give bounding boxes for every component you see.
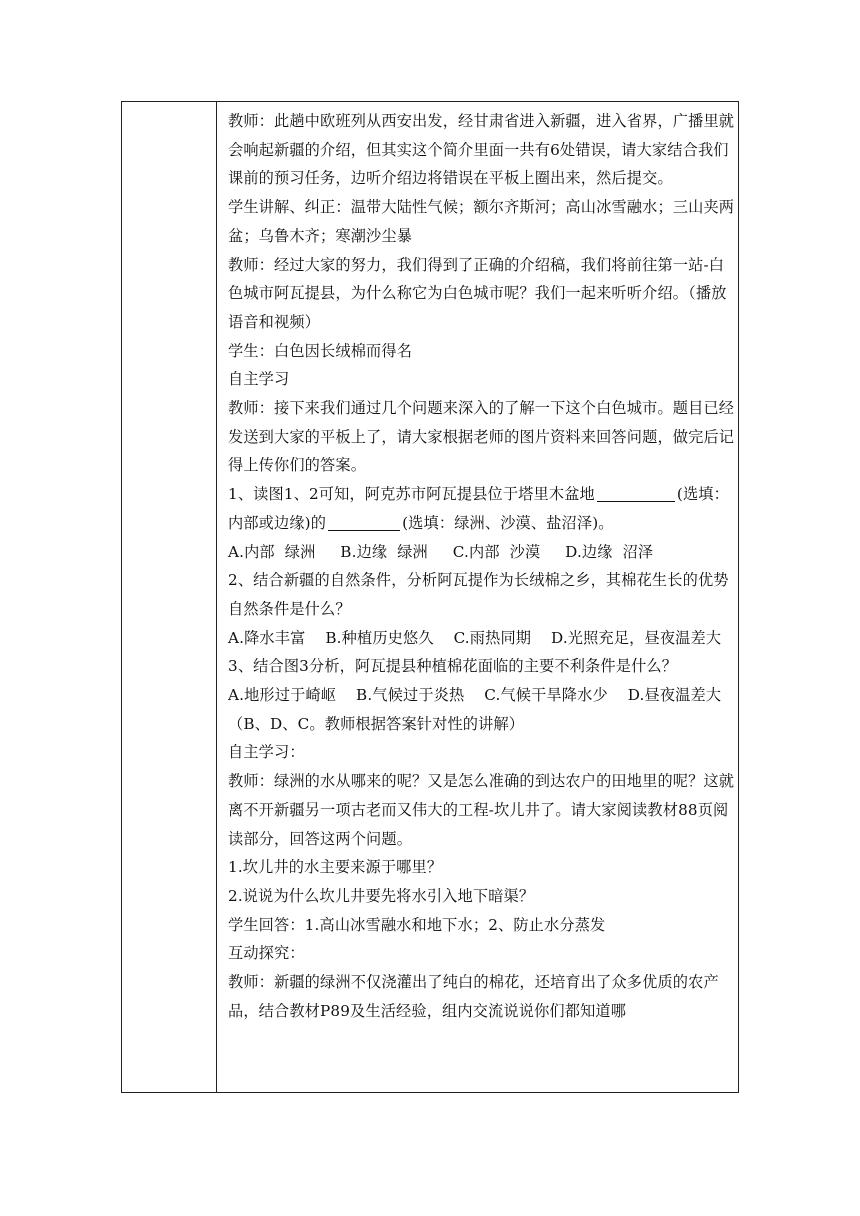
paragraph-teacher-questions: 教师：接下来我们通过几个问题来深入的了解一下这个白色城市。题目已经发送到大家的平板上了，请大家根据老师的图片资料来回答问题，做完后记得上传你们的答案。 bbox=[228, 399, 735, 475]
question-1-options: A.内部 绿洲 B.边缘 绿洲 C.内部 沙漠 D.边缘 沼泽 bbox=[228, 542, 654, 561]
section-label-interactive: 互动探究： bbox=[228, 944, 305, 963]
question-1-part2: (选填：内部或边缘)的 bbox=[228, 485, 729, 532]
question-2: 2、结合新疆的自然条件，分析阿瓦提作为长绒棉之乡，其棉花生长的优势自然条件是什么？ bbox=[228, 571, 729, 618]
paragraph-teacher-white-city: 教师：经过大家的努力，我们得到了正确的介绍稿，我们将前往第一站-白色城市阿瓦提县，为什么称它为白色城市呢？我们一起来听听介绍。（播放语音和视频） bbox=[228, 255, 727, 331]
karez-question-2: 2.说说为什么坎儿井要先将水引入地下暗渠？ bbox=[228, 886, 535, 905]
paragraph-student-answer: 学生：白色因长绒棉而得名 bbox=[228, 341, 413, 360]
answer-key: （B、D、C。教师根据答案针对性的讲解） bbox=[228, 714, 525, 733]
student-karez-answer: 学生回答：1.高山冰雪融水和地下水；2、防止水分蒸发 bbox=[228, 915, 606, 934]
paragraph-oasis-products: 教师：新疆的绿洲不仅浇灌出了纯白的棉花，还培育出了众多优质的农产品，结合教材P89及生活经验，组内交流说说你们都知道哪 bbox=[228, 973, 719, 1020]
question-1-part3: (选填：绿洲、沙漠、盐沼泽)。 bbox=[402, 513, 614, 532]
question-3: 3、结合图3分析，阿瓦提县种植棉花面临的主要不利条件是什么？ bbox=[228, 657, 678, 676]
teaching-process-cell bbox=[228, 107, 736, 1026]
paragraph-karez-intro: 教师：绿洲的水从哪来的呢？又是怎么准确的到达农户的田地里的呢？这就离不开新疆另一项古老而又伟大的工程-坎儿井了。请大家阅读教材88页阅读部分，回答这两个问题。 bbox=[228, 772, 735, 848]
question-3-options: A.地形过于崎岖 B.气候过于炎热 C.气候干旱降水少 D.昼夜温差大 bbox=[228, 686, 722, 705]
answer-blank-1 bbox=[597, 484, 675, 502]
answer-blank-2 bbox=[328, 513, 400, 531]
column-divider bbox=[216, 102, 217, 1092]
section-label-self-study-2: 自主学习： bbox=[228, 743, 305, 762]
lesson-table bbox=[121, 101, 739, 1093]
paragraph-student-correction: 学生讲解、纠正：温带大陆性气候；额尔齐斯河；高山冰雪融水；三山夹两盆；乌鲁木齐；寒潮沙尘暴 bbox=[228, 198, 735, 245]
question-2-options: A.降水丰富 B.种植历史悠久 C.雨热同期 D.光照充足，昼夜温差大 bbox=[228, 628, 722, 647]
section-label-self-study: 自主学习 bbox=[228, 370, 290, 389]
question-1-part1: 1、读图1、2可知，阿克苏市阿瓦提县位于塔里木盆地 bbox=[228, 485, 595, 504]
paragraph-intro: 教师：此趟中欧班列从西安出发，经甘肃省进入新疆，进入省界，广播里就会响起新疆的介绍，但其实这个简介里面一共有6处错误，请大家结合我们课前的预习任务，边听介绍边将错误在平板上圈出来，然后提交。 bbox=[228, 112, 735, 188]
karez-question-1: 1.坎儿井的水主要来源于哪里？ bbox=[228, 858, 443, 877]
question-1 bbox=[228, 480, 736, 537]
